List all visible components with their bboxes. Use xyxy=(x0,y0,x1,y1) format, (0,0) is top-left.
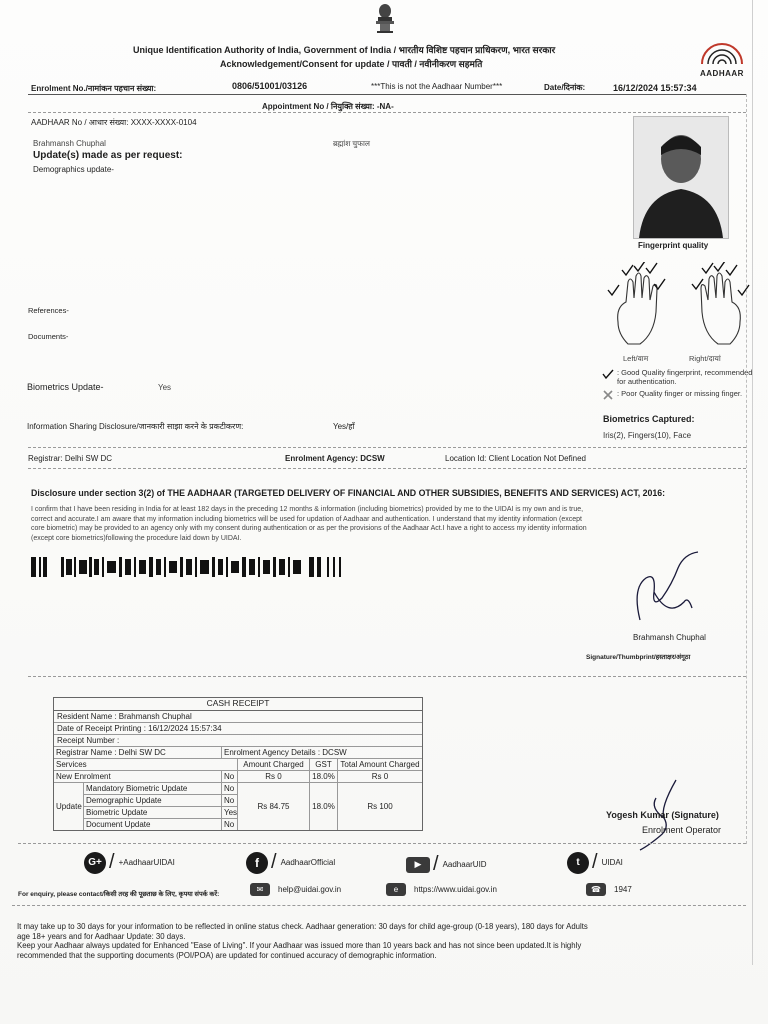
update-gst: 18.0% xyxy=(310,783,338,830)
biometrics-update-value: Yes xyxy=(158,383,172,392)
receipt-registrar-row xyxy=(54,747,422,759)
header-authority: Unique Identification Authority of India, Government of India / भारतीय विशिष्ट पहचान प्राधिकरण, भारत सरकार xyxy=(133,45,556,55)
documents-label: Documents- xyxy=(28,332,69,341)
contact-web xyxy=(386,883,497,896)
biometrics-captured-value: Iris(2), Fingers(10), Face xyxy=(603,431,692,440)
aadhaar-logo-text: AADHAAR xyxy=(700,69,744,78)
update-amount: Rs 84.75 xyxy=(238,783,310,830)
biometrics-captured-label: Biometrics Captured: xyxy=(603,414,695,424)
footer-line: It may take up to 30 days for your information to be reflected in online status check. Aadhaar generation: 30 days for child age-group (0-18 years), 180 days for Adults xyxy=(17,922,588,931)
left-hand-label: Left/वाम xyxy=(623,354,649,363)
appointment-number: Appointment No / नियुक्ति संख्या: -NA- xyxy=(262,102,394,111)
table-row xyxy=(54,771,422,783)
update-item-flag: No xyxy=(222,783,238,795)
date-label: Date/दिनांक: xyxy=(544,83,586,92)
disclosure-text xyxy=(31,505,587,543)
info-sharing-value: Yes/हाँ xyxy=(333,422,355,431)
disclosure-line: (except core biometrics)following the procedure laid down by UIDAI. xyxy=(31,534,242,542)
operator-role: Enrolment Operator xyxy=(642,825,722,835)
twitter-handle[interactable]: UIDAI xyxy=(601,858,623,867)
footer-line: recommended that the supporting documents (POI/POA) are updated for continued accuracy of demographic information. xyxy=(17,950,437,960)
new-enrolment-amount: Rs 0 xyxy=(238,771,310,783)
disclosure-line: correct and accurate.I am aware that my information including biometrics will be used for updation of Aadhaar and authentication. I understand that my identity information (except xyxy=(31,515,582,523)
aadhaar-logo-icon xyxy=(694,38,750,70)
poor-quality-cross-icon xyxy=(603,390,613,400)
footer-line: Keep your Aadhaar always updated for Enhanced "Ease of Living". If your Aadhaar was issued more than 10 years back and has not since been updated.It is highly xyxy=(17,941,582,950)
biometrics-update-label: Biometrics Update- xyxy=(27,382,104,392)
resident-name-hi: ब्रह्मांश चुफाल xyxy=(333,139,370,148)
enrolment-agency-info: Enrolment Agency: DCSW xyxy=(285,454,385,463)
update-item-flag: No xyxy=(222,819,238,830)
twitter-icon: t xyxy=(567,852,589,874)
update-item-flag: Yes xyxy=(224,808,238,817)
new-enrolment-gst: 18.0% xyxy=(310,771,338,783)
separator-slash: / xyxy=(109,851,115,873)
separator-slash: / xyxy=(433,853,439,875)
enrolment-label: Enrolment No./नामांकन पहचान संख्या: xyxy=(31,84,157,93)
col-gst: GST xyxy=(310,759,338,771)
separator-slash: / xyxy=(592,851,598,873)
disclosure-title: Disclosure under section 3(2) of THE AADHAAR (TARGETED DELIVERY OF FINANCIAL AND OTHER SUBSIDIES, BENEFITS AND SERVICES) ACT, 2016: xyxy=(31,488,666,498)
update-total: Rs 100 xyxy=(367,802,393,811)
resident-name-en: Brahmansh Chuphal xyxy=(33,139,106,148)
facebook-icon: f xyxy=(246,852,268,874)
cash-receipt xyxy=(53,697,423,831)
update-item-label: Demographic Update xyxy=(84,795,222,807)
youtube-icon: ▶ xyxy=(406,857,430,873)
enrolment-note: ***This is not the Aadhaar Number*** xyxy=(371,82,503,91)
web-icon: e xyxy=(386,883,406,896)
google-plus-icon: G+ xyxy=(84,852,106,874)
google-handle[interactable]: +AadhaarUIDAI xyxy=(118,858,175,867)
update-item-flag: No xyxy=(222,795,238,807)
contact-phone xyxy=(586,883,632,896)
new-enrolment-label: New Enrolment xyxy=(54,771,222,783)
date-value: 16/12/2024 15:57:34 xyxy=(613,83,697,93)
disclosure-line: I confirm that I have been residing in India for at least 182 days in the preceding 12 months & information (including biometrics) provided by me to the UIDAI is my own and is true, xyxy=(31,506,584,513)
enquiry-label: For enquiry, please contact/किसी तरह की पूछताछ के लिए, कृपया संपर्क करें: xyxy=(18,891,220,898)
receipt-registrar: Registrar Name : Delhi SW DC xyxy=(54,747,222,759)
email-icon: ✉ xyxy=(250,883,270,896)
right-hand-label: Right/दायां xyxy=(689,354,721,363)
social-facebook xyxy=(246,851,335,874)
footer-line: age 18+ years and for Aadhaar Update: 30 days. xyxy=(17,931,186,941)
disclosure-line: core biometric) may be provided to an agency only with my consent during authentication or as per the provisions of the Aadhaar Act.I have a right to access my identity information xyxy=(31,525,587,532)
person-silhouette-icon xyxy=(634,117,728,238)
receipt-header-row xyxy=(54,759,422,771)
signature-label: Signature/Thumbprint/हस्ताक्षर/अंगूठा xyxy=(586,654,691,661)
web-link[interactable]: https://www.uidai.gov.in xyxy=(414,885,498,894)
new-enrolment-total: Rs 0 xyxy=(338,771,422,783)
col-total: Total Amount Charged xyxy=(338,759,422,771)
social-google xyxy=(84,851,175,874)
contact-email xyxy=(250,883,341,896)
receipt-resident: Resident Name : Brahmansh Chuphal xyxy=(54,711,422,723)
col-amount: Amount Charged xyxy=(238,759,310,771)
update-heading: Update(s) made as per request: xyxy=(33,150,183,161)
demographics-update: Demographics update- xyxy=(33,165,114,174)
social-twitter xyxy=(567,851,623,874)
youtube-handle[interactable]: AadhaarUID xyxy=(442,860,487,869)
aadhaar-number: AADHAAR No / आधार संख्या: XXXX-XXXX-0104 xyxy=(31,118,197,127)
resident-photo xyxy=(633,116,729,239)
update-item-label: Biometric Update xyxy=(84,807,222,819)
resident-signature xyxy=(628,548,708,632)
national-emblem-icon xyxy=(371,2,399,34)
location-info: Location Id: Client Location Not Defined xyxy=(445,454,586,463)
signature-name: Brahmansh Chuphal xyxy=(633,633,706,642)
poor-quality-legend: : Poor Quality finger or missing finger. xyxy=(617,389,743,398)
receipt-number: Receipt Number : xyxy=(54,735,422,747)
phone-icon: ☎ xyxy=(586,883,606,896)
operator-name: Yogesh Kumar (Signature) xyxy=(606,810,719,820)
social-youtube xyxy=(406,853,487,876)
good-quality-check-icon xyxy=(602,369,614,379)
enrolment-number: 0806/51001/03126 xyxy=(232,81,308,91)
update-block xyxy=(54,783,422,830)
update-item-label: Document Update xyxy=(84,819,222,830)
separator-slash: / xyxy=(271,851,277,873)
good-quality-legend: : Good Quality fingerprint, recommended for authentication. xyxy=(617,368,753,386)
footer-note xyxy=(17,922,588,960)
phone-number[interactable]: 1947 xyxy=(614,885,632,894)
email-link[interactable]: help@uidai.gov.in xyxy=(278,885,342,894)
fingerprint-quality-title: Fingerprint quality xyxy=(638,241,709,250)
receipt-agency: Enrolment Agency Details : DCSW xyxy=(222,747,422,759)
references-label: References- xyxy=(28,306,69,315)
update-label: Update xyxy=(54,783,84,830)
receipt-date: Date of Receipt Printing : 16/12/2024 15:57:34 xyxy=(54,723,422,735)
fingerprint-hands-icon xyxy=(606,262,752,356)
header-acknowledgement: Acknowledgement/Consent for update / पावती / नवीनीकरण सहमति xyxy=(220,59,483,69)
update-item-label: Mandatory Biometric Update xyxy=(84,783,222,795)
registrar-info: Registrar: Delhi SW DC xyxy=(28,454,113,463)
facebook-handle[interactable]: AadhaarOfficial xyxy=(280,858,336,867)
new-enrolment-flag: No xyxy=(222,771,238,783)
col-services: Services xyxy=(54,759,238,771)
receipt-title: CASH RECEIPT xyxy=(54,698,422,711)
barcode xyxy=(31,557,343,577)
info-sharing-label: Information Sharing Disclosure/जानकारी साझा करने के प्रकटीकरण: xyxy=(27,422,244,431)
